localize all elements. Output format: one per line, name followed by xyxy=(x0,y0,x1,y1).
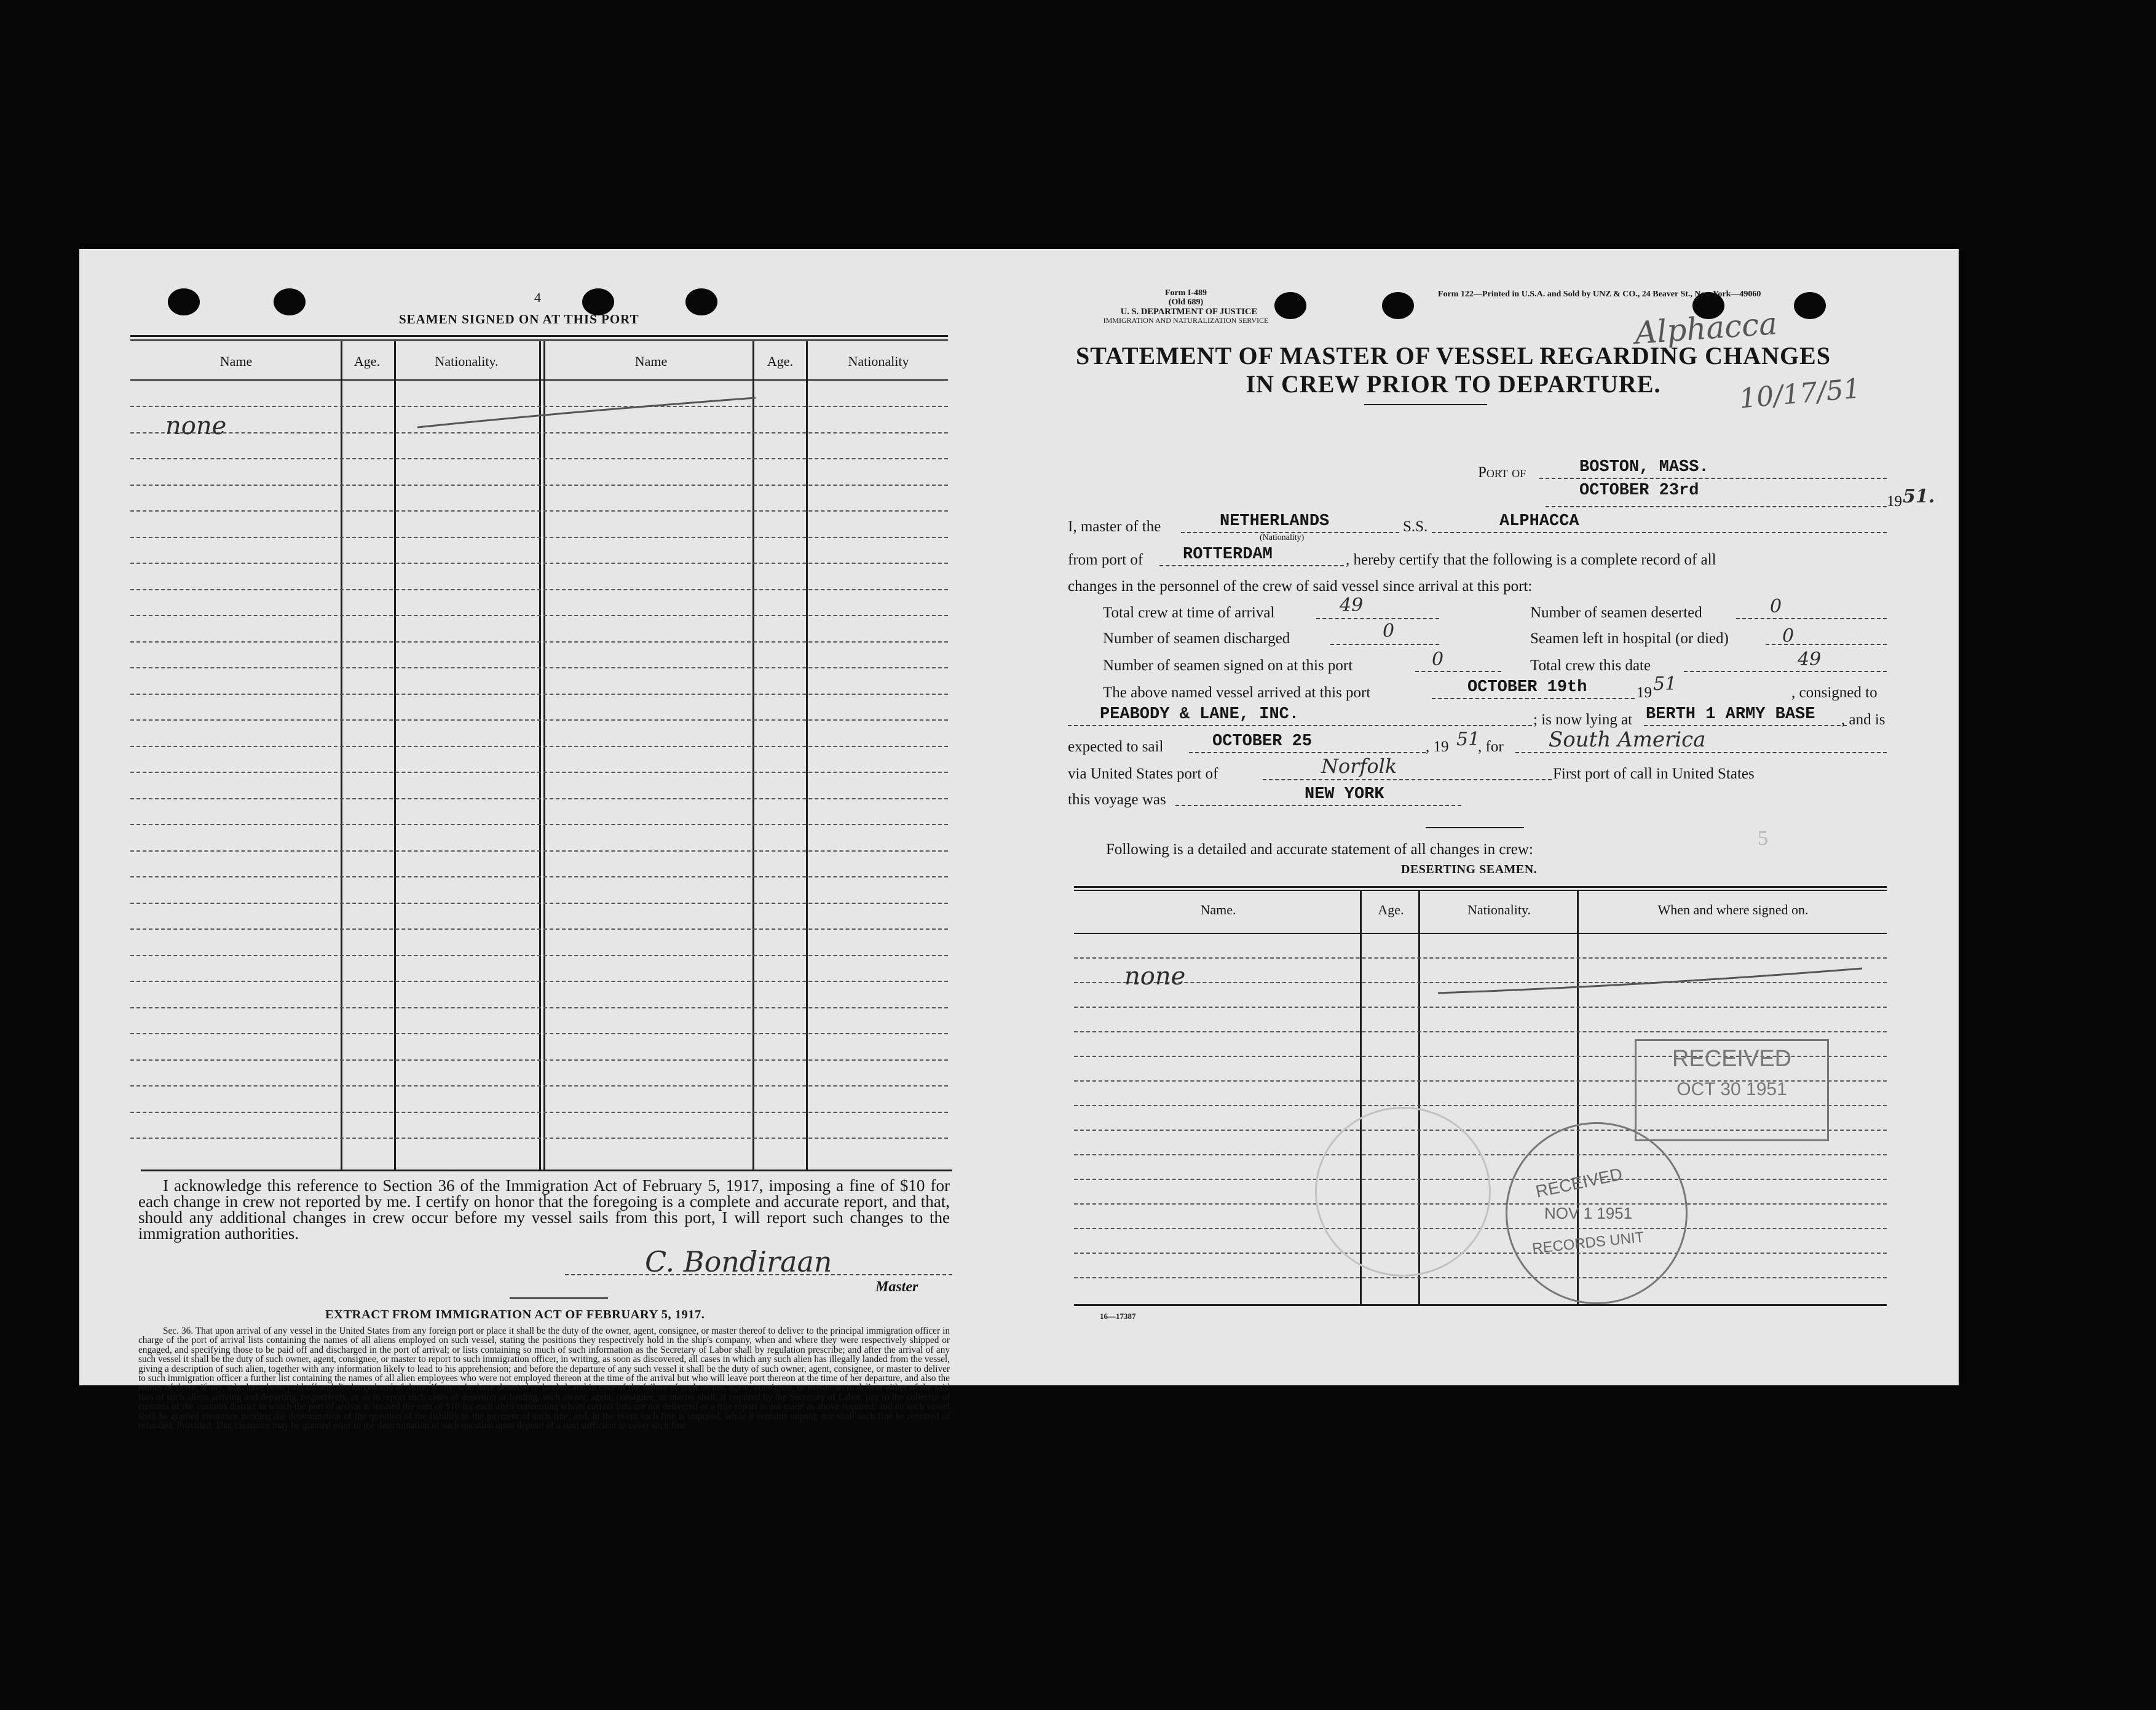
ss-label: S.S. xyxy=(1403,518,1428,535)
seamen-signed-heading: SEAMEN SIGNED ON AT THIS PORT xyxy=(399,312,639,327)
field-line xyxy=(1415,671,1501,672)
table-row xyxy=(130,981,948,982)
col-divider xyxy=(543,341,545,1171)
col-divider xyxy=(752,341,754,1171)
table-row xyxy=(1074,1031,1887,1032)
col-divider xyxy=(394,341,396,1171)
extract-heading: EXTRACT FROM IMMIGRATION ACT OF FEBRUARY 5, 1917. xyxy=(325,1308,705,1321)
col-header-name: Name xyxy=(634,354,668,369)
date-value: OCTOBER 23rd xyxy=(1579,481,1699,500)
short-rule xyxy=(1426,827,1524,828)
field-line xyxy=(1515,752,1887,753)
deserted-value: 0 xyxy=(1770,596,1782,617)
vessel-field-line xyxy=(1432,532,1887,533)
col-header-nationality: Nationality. xyxy=(435,354,499,369)
form-title-line2: IN CREW PRIOR TO DEPARTURE. xyxy=(1246,370,1661,398)
document-sheet xyxy=(79,249,1959,1431)
arrived-year-value: 51 xyxy=(1653,673,1677,695)
col-divider xyxy=(341,341,342,1171)
table-row xyxy=(130,746,948,747)
port-field-line xyxy=(1539,478,1887,479)
total-crew-arrival-label: Total crew at time of arrival xyxy=(1103,604,1275,621)
total-crew-date-label: Total crew this date xyxy=(1530,657,1651,674)
desert-col-age: Age. xyxy=(1378,902,1404,917)
table-row xyxy=(130,589,948,590)
field-line xyxy=(1263,779,1552,780)
nationality-value: NETHERLANDS xyxy=(1220,512,1330,531)
short-rule xyxy=(510,1297,608,1299)
punch-hole xyxy=(274,288,306,315)
handwritten-none: none xyxy=(1124,962,1186,991)
field-line xyxy=(1189,752,1426,753)
desert-table-bottom-rule xyxy=(1074,1304,1887,1306)
table-row xyxy=(130,1059,948,1061)
consigned-label: , consigned to xyxy=(1791,684,1878,701)
total-crew-date-value: 49 xyxy=(1798,649,1822,670)
sail-year-value: 51 xyxy=(1456,729,1480,750)
col-header-age: Age. xyxy=(353,354,381,369)
and-is-label: , and is xyxy=(1841,711,1886,728)
round-stamp-unit: RECORDS UNIT xyxy=(1531,1229,1645,1257)
table-row xyxy=(130,667,948,668)
deserted-label: Number of seamen deserted xyxy=(1530,604,1702,621)
from-port-field-line xyxy=(1159,565,1344,566)
punch-hole xyxy=(1794,292,1826,319)
table-row xyxy=(130,824,948,825)
table-row xyxy=(130,1007,948,1008)
table-row xyxy=(1074,1253,1887,1254)
lying-label: ; is now lying at xyxy=(1533,711,1633,728)
total-crew-arrival-value: 49 xyxy=(1340,595,1364,616)
hospital-value: 0 xyxy=(1782,625,1795,647)
field-line xyxy=(1316,618,1439,619)
arrived-date-value: OCTOBER 19th xyxy=(1467,678,1587,697)
date-field-line xyxy=(1546,506,1887,507)
form-title-line1: STATEMENT OF MASTER OF VESSEL REGARDING CHANGES xyxy=(1076,342,1831,370)
col-header-name: Name xyxy=(219,354,253,369)
first-port-value: NEW YORK xyxy=(1305,785,1384,804)
punch-hole xyxy=(168,288,200,315)
table-row xyxy=(130,1033,948,1034)
sail-year-prefix: , 19 xyxy=(1426,738,1449,755)
from-port-value: ROTTERDAM xyxy=(1183,545,1273,564)
master-signature: C. Bondiraan xyxy=(645,1245,832,1278)
round-records-stamp xyxy=(1506,1122,1688,1304)
hospital-label: Seamen left in hospital (or died) xyxy=(1530,630,1729,647)
table-row xyxy=(1074,957,1887,959)
field-line xyxy=(1175,805,1461,806)
master-of-label: I, master of the xyxy=(1068,518,1161,535)
deserting-heading: DESERTING SEAMEN. xyxy=(1401,863,1538,876)
field-line xyxy=(1432,698,1635,699)
changes-text: changes in the personnel of the crew of said vessel since arrival at this port: xyxy=(1068,578,1533,595)
table-row xyxy=(130,772,948,773)
table-bottom-rule xyxy=(141,1170,952,1171)
from-port-label: from port of xyxy=(1068,552,1143,568)
table-row xyxy=(130,1138,948,1139)
expected-label: expected to sail xyxy=(1068,738,1164,755)
discharged-value: 0 xyxy=(1383,620,1395,642)
table-row xyxy=(130,510,948,512)
strike-line xyxy=(411,390,768,433)
table-row xyxy=(130,458,948,459)
table-top-rule xyxy=(130,339,948,341)
table-row xyxy=(130,1112,948,1113)
sail-date-value: OCTOBER 25 xyxy=(1212,732,1313,751)
desert-table-top-rule xyxy=(1074,890,1887,891)
discharged-label: Number of seamen discharged xyxy=(1103,630,1290,647)
title-underline xyxy=(1364,404,1487,405)
first-port-label: First port of call in United States xyxy=(1553,766,1755,782)
col-divider xyxy=(539,341,541,1171)
field-line xyxy=(1736,618,1887,619)
table-row xyxy=(130,719,948,721)
signed-on-value: 0 xyxy=(1432,649,1444,670)
service: IMMIGRATION AND NATURALIZATION SERVICE xyxy=(1103,316,1269,325)
field-line xyxy=(1684,671,1887,672)
via-port-value: Norfolk xyxy=(1321,754,1397,778)
year-prefix: 19 xyxy=(1887,493,1902,510)
table-row xyxy=(130,876,948,877)
printer-line: Form 122—Printed in U.S.A. and Sold by UNZ & CO., 24 Beaver St., New York—49060 xyxy=(1438,290,1761,299)
received-stamp-date: OCT 30 1951 xyxy=(1676,1079,1787,1099)
arrived-year-prefix: 19 xyxy=(1637,684,1652,701)
following-text: Following is a detailed and accurate statement of all changes in crew: xyxy=(1106,841,1533,858)
table-row xyxy=(130,903,948,904)
strike-line xyxy=(1432,962,1874,999)
footer-code: 16—17387 xyxy=(1100,1312,1136,1321)
desert-table-header-rule xyxy=(1074,933,1887,934)
col-header-nationality: Nationality xyxy=(848,354,909,369)
table-row xyxy=(130,694,948,695)
port-of-label: Port of xyxy=(1478,464,1526,481)
round-stamp-date: NOV 1 1951 xyxy=(1544,1204,1633,1222)
field-line xyxy=(1644,725,1847,726)
arrived-label: The above named vessel arrived at this port xyxy=(1103,684,1371,701)
master-label: Master xyxy=(875,1279,918,1295)
department: U. S. DEPARTMENT OF JUSTICE xyxy=(1120,307,1258,317)
year-value: 51. xyxy=(1903,486,1935,507)
table-row xyxy=(1074,1277,1887,1278)
field-line xyxy=(1068,725,1532,726)
faint-stamp xyxy=(1315,1107,1491,1277)
handwritten-none: none xyxy=(165,412,227,440)
certify-text: , hereby certify that the following is a complete record of all xyxy=(1346,552,1716,568)
desert-col-nationality: Nationality. xyxy=(1467,902,1531,917)
received-stamp-text: RECEIVED xyxy=(1672,1046,1792,1072)
table-row xyxy=(130,485,948,486)
col-header-age: Age. xyxy=(767,354,794,369)
annotation-vessel: Alphacca xyxy=(1633,305,1779,352)
table-top-rule xyxy=(130,335,948,337)
vessel-name: ALPHACCA xyxy=(1499,512,1579,531)
faint-number: 5 xyxy=(1758,827,1768,850)
form-number: Form I-489 xyxy=(1164,288,1207,298)
nationality-caption: (Nationality) xyxy=(1260,533,1305,542)
port-of-value: BOSTON, MASS. xyxy=(1579,458,1709,477)
round-stamp-label: RECEIVED xyxy=(1534,1164,1624,1201)
table-row xyxy=(130,537,948,538)
acknowledgement-text: I acknowledge this reference to Section 36 of the Immigration Act of February 5, 1917, imposing a fine of $10 for each change in crew not reported by me. I certify on honor that the foregoing is a complete and accurate report, and that, should any additional changes in crew occur before my vessel sails from this port, I will report such changes to the immigration authorities. xyxy=(138,1176,950,1243)
table-row xyxy=(130,1085,948,1087)
destination-value: South America xyxy=(1549,727,1706,752)
via-label: via United States port of xyxy=(1068,766,1218,782)
punch-hole xyxy=(1382,292,1414,319)
table-row xyxy=(130,615,948,616)
field-line xyxy=(1330,644,1439,645)
this-voyage-label: this voyage was xyxy=(1068,791,1166,808)
desert-col-signed-on: When and where signed on. xyxy=(1657,902,1809,917)
signed-on-label: Number of seamen signed on at this port xyxy=(1103,657,1353,674)
punch-hole xyxy=(685,288,717,315)
table-row xyxy=(130,928,948,930)
consignee-value: PEABODY & LANE, INC. xyxy=(1100,705,1300,724)
table-row xyxy=(130,955,948,956)
col-divider xyxy=(806,341,808,1171)
table-row xyxy=(1074,1007,1887,1008)
berth-value: BERTH 1 ARMY BASE xyxy=(1646,705,1815,724)
page-number: 4 xyxy=(534,290,541,305)
annotation-date: 10/17/51 xyxy=(1738,373,1862,415)
desert-table-top-rule xyxy=(1074,886,1887,888)
table-row xyxy=(130,798,948,799)
form-old-number: (Old 689) xyxy=(1168,298,1204,307)
extract-text: Sec. 36. That upon arrival of any vessel in the United States from any foreign port or place it shall be the duty of the owner, agent, consignee, or master thereof to deliver to the principal immigration officer in charge of the port of arrival lists containing the names of all aliens employed on such vessel, stating the positions they respectively hold in the ship's company, when and where they were respectively shipped or engaged, and specifying those to be paid off and discharged in the port of arrival; or lists containing so much of such information as the Secretary of Labor shall by regulation prescribe; and after the arrival of any such vessel it shall be the duty of such owner, agent, consignee, or master to report to such immigration officer, in writing, as soon as discovered, all cases in which any such alien has illegally landed from the vessel, giving a description of such alien, together with any information likely to lead to his apprehension; and before the departure of any such vessel it shall be the duty of such owner, agent, consignee, or master to deliver to such immigration officer a further list containing the names of all alien employees who were not employed thereon at the time of the arrival but who will leave port thereon at the time of her departure, and also the names of those, if any, who have been paid off and discharged and of those, if any, who have deserted or landed; and in case of the failure of such owner, agent, consignee, or master so to deliver either of the said lists of such aliens arriving and departing, respectively, or so to report such cases of desertion or landing, such owner, agent, consignee, or master shall, if required by the Secretary of Labor, pay to the collector of customs of the customs district in which the port of arrival is located the sum of $10 for each alien concerning whom correct lists are not delivered or a true report is not made as above required; and no such vessel shall be granted clearance pending the determination of the question of the liability to the payment of such fine, and, in the event such fine is imposed, while it remains unpaid; nor shall such fine be remitted or refunded; Provided, That clearance may be granted prior to the determination of such question upon deposit of a sum sufficient to cover such fine xyxy=(138,1326,950,1431)
received-stamp xyxy=(1635,1039,1829,1141)
table-row xyxy=(130,563,948,564)
for-label: , for xyxy=(1478,738,1504,755)
table-row xyxy=(130,850,948,852)
table-row xyxy=(130,641,948,643)
desert-col-name: Name. xyxy=(1200,902,1236,917)
